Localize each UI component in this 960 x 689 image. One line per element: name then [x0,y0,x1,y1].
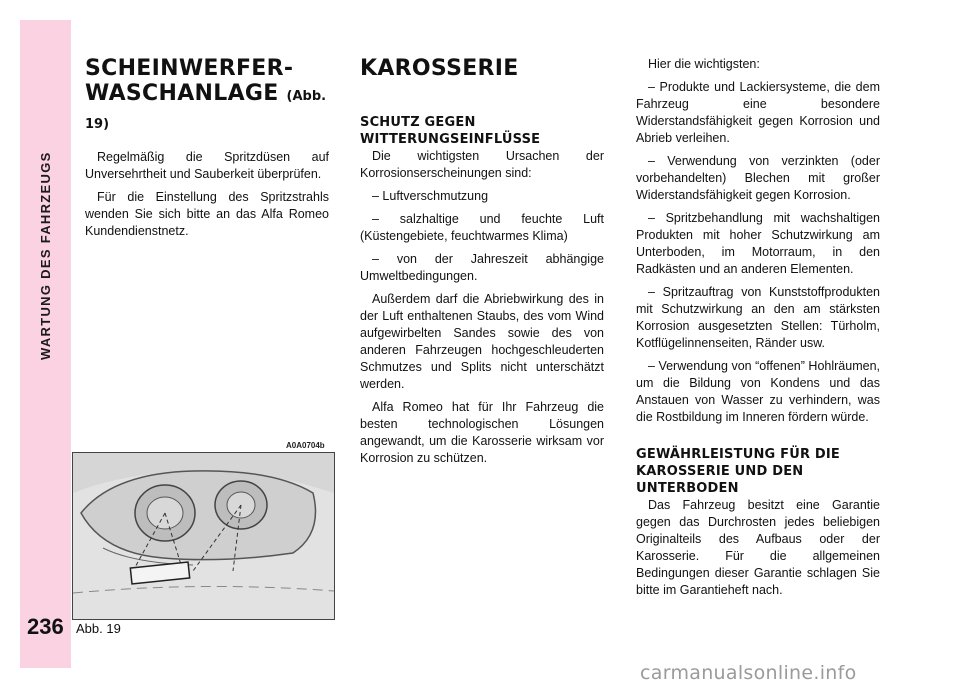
paragraph: – Spritzauftrag von Kunststoffprodukten mit Schutzwirkung an den am stärksten Korrosion ausgesetzten Stellen: Türholm, Kotflügelinnenseiten, Ränder usw. [636,285,880,350]
figure-caption: Abb. 19 [76,621,121,636]
paragraph: – Spritzbehandlung mit wachshaltigen Produkten mit hoher Schutzwirkung am Unterboden, im Motorraum, in den Radkästen und an anderen Elementen. [636,211,880,276]
chapter-side-label [18,60,74,420]
headlamp-figure [72,452,335,620]
subtitle-weather-protection: SCHUTZ GEGEN WITTERUNGSEINFLÜSSE [360,115,541,147]
title-line-1: SCHEINWERFER- [85,56,294,81]
paragraph: – Verwendung von “offenen” Hohlräumen, um die Bildung von Kondens und das Anstauen von Wasser zu verhindern, was die Rostbildung im Inneren fördern würde. [636,359,880,424]
section-headlamp-washer [85,56,329,246]
paragraph: – Verwendung von verzinkten (oder vorbehandelten) Blechen mit großer Widerstandsfähigkeit gegen Korrosion. [636,154,880,202]
paragraph: Alfa Romeo hat für Ihr Fahrzeug die besten technologischen Lösungen angewandt, um die Karosserie wirksam vor Korrosion zu schützen. [360,400,604,465]
figure-reference: (Abb. 19) [85,89,327,132]
page-number: 236 [27,614,64,639]
paragraph: Hier die wichtigsten: [648,57,760,71]
paragraph: Für die Einstellung des Spritzstrahls wenden Sie sich bitte an das Alfa Romeo Kundendienstnetz. [85,190,329,238]
headlamp-illustration [73,453,334,619]
paragraph: Außerdem darf die Abriebwirkung des in der Luft enthaltenen Staubs, des vom Wind aufgewirbelten Sandes sowie des von anderen Fahrzeugen hochgeschleuderten Schmutzes und Splits nicht unterschätzt werden. [360,292,604,391]
paragraph: – salzhaltige und feuchte Luft (Küstengebiete, feuchtwarmes Klima) [360,212,604,243]
paragraph: Die wichtigsten Ursachen der Korrosionserscheinungen sind: [360,149,604,180]
watermark: carmanualsonline.info [640,662,857,684]
paragraph: – Luftverschmutzung [372,189,489,203]
figure-code: A0A0704b [286,441,325,450]
paragraph: Regelmäßig die Spritzdüsen auf Unversehrtheit und Sauberkeit überprüfen. [85,150,329,181]
section-title-headlamp-washer [85,56,329,137]
chapter-side-label-text: WARTUNG DES FAHRZEUGS [38,151,53,360]
section-protection-measures [636,56,880,605]
paragraph: – von der Jahreszeit abhängige Umweltbedingungen. [360,252,604,283]
section-title-body: KAROSSERIE [360,56,519,81]
subtitle-warranty: GEWÄHRLEISTUNG FÜR DIE KAROSSERIE UND DEN UNTERBODEN [636,447,841,496]
paragraph: Das Fahrzeug besitzt eine Garantie gegen das Durchrosten jedes beliebigen Originalteils des Aufbaus oder der Karosserie. Für die allgemeinen Bedingungen dieser Garantie schlagen Sie bitte im Garantieheft nach. [636,498,880,597]
title-line-2: WASCHANLAGE [85,81,279,106]
section-body [360,56,604,473]
paragraph: – Produkte und Lackiersysteme, die dem Fahrzeug eine besondere Widerstandsfähigkeit gegen Korrosion und Abrieb verleihen. [636,80,880,145]
